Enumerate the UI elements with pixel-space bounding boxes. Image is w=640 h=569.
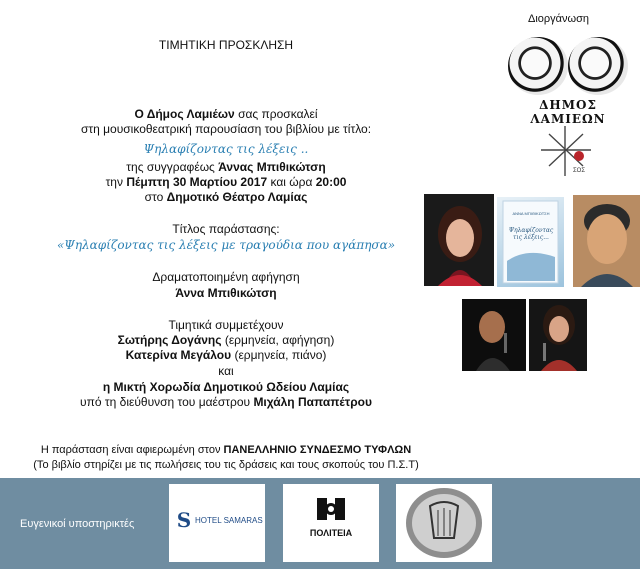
photo-book-cover (497, 197, 564, 287)
hotel-samaras-name: HOTEL SAMARAS (195, 516, 263, 525)
photo-singer-woman (529, 299, 587, 371)
date-prefix: την (105, 175, 127, 189)
event-venue: Δημοτικό Θέατρο Λαμίας (166, 190, 308, 204)
participants-label (0, 318, 452, 333)
book-cover-title: Ψηλαφίζοντας τις λέξεις... (508, 227, 554, 241)
dramatized-label-text: Δραματοποιημένη αφήγηση (152, 270, 300, 284)
dramatized-label (0, 270, 452, 285)
event-time: 20:00 (315, 175, 347, 189)
and-text (0, 364, 452, 379)
sponsor-conservatory (396, 484, 492, 562)
direction-prefix: υπό τη διεύθυνση του μαέστρου (80, 395, 254, 409)
show-title-text: «Ψηλαφίζοντας τις λέξεις με τραγούδια που αγάπησα» (56, 238, 396, 252)
invitation-title-text: ΤΙΜΗΤΙΚΗ ΠΡΟΣΚΛΗΣΗ (158, 38, 294, 52)
invite-line-1 (0, 107, 452, 122)
dedication-note (0, 458, 452, 473)
conservatory-lyre-seal-icon (404, 486, 484, 560)
sponsor-hotel-samaras (169, 484, 265, 562)
invite-line-3 (0, 160, 452, 175)
dramatized-name-text: Άννα Μπιθικώτση (175, 286, 277, 300)
invite-line-4 (0, 175, 452, 190)
time-prefix: και ώρα (267, 175, 316, 189)
svg-text:ΣΟΣ: ΣΟΣ (572, 168, 586, 174)
politeia-logo-icon (316, 496, 346, 522)
dedication (0, 443, 452, 458)
dedication-note-text: (Το βιβλίο στηρίζει με τις πωλήσεις του τις δράσεις και τους σκοπούς του Π.Σ.Τ) (33, 459, 419, 471)
book-title-text: Ψηλαφίζοντας τις λέξεις .. (143, 142, 309, 156)
conductor-name: Μιχάλη Παπαπέτρου (253, 395, 372, 409)
venue-prefix: στο (144, 190, 167, 204)
participant-2-role: (ερμηνεία, πιάνο) (231, 348, 327, 362)
compass-logo-icon (535, 122, 601, 180)
photo-author (424, 194, 494, 286)
participant-1-name: Σωτήρης Δογάνης (117, 333, 222, 347)
participant-2 (0, 348, 452, 363)
choir-name: η Μικτή Χορωδία Δημοτικού Ωδείου Λαμίας (102, 380, 350, 394)
sponsor-politeia (283, 484, 379, 562)
and-text-value: και (218, 364, 234, 378)
show-title (0, 238, 452, 253)
participants-label-text: Τιμητικά συμμετέχουν (168, 318, 284, 332)
politeia-name: ΠΟΛΙΤΕΙΑ (309, 528, 353, 538)
organizer-label: Διοργάνωση (528, 13, 590, 25)
invitation-title (0, 38, 452, 53)
hotel-samaras-logo-icon: S (176, 508, 192, 532)
municipality-inviter: Ο Δήμος Λαμιέων (134, 107, 235, 121)
invite-line-2 (0, 122, 452, 137)
event-date: Πέμπτη 30 Μαρτίου 2017 (126, 175, 268, 189)
author-name: Άννας Μπιθικώτση (218, 160, 326, 174)
sponsors-label: Ευγενικοί υποστηρικτές (20, 518, 135, 530)
invite-line-2-text: στη μουσικοθεατρική παρουσίαση του βιβλίου με τίτλο: (80, 122, 372, 136)
participant-1-role: (ερμηνεία, αφήγηση) (221, 333, 335, 347)
photo-singer-man (462, 299, 526, 371)
book-title (0, 142, 452, 157)
book-cover-author: ΑΝΝΑ ΜΠΙΘΙΚΩΤΣΗ (512, 211, 550, 216)
participant-2-name: Κατερίνα Μεγάλου (125, 348, 232, 362)
participant-1 (0, 333, 452, 348)
author-prefix: της συγγραφέως (126, 160, 219, 174)
invite-line-1-rest: σας προσκαλεί (234, 107, 318, 121)
municipality-coin-left (508, 37, 568, 95)
show-title-label (0, 222, 452, 237)
direction (0, 395, 452, 410)
photo-portrait-man (573, 195, 640, 287)
show-title-label-text: Τίτλος παράστασης: (172, 222, 280, 236)
dedication-prefix: Η παράσταση είναι αφιερωμένη στον (40, 444, 224, 456)
municipality-coin-right (568, 37, 628, 95)
municipality-name: ΔΗΜΟΣ ΛΑΜΙΕΩΝ (530, 98, 606, 126)
dedication-org: ΠΑΝΕΛΛΗΝΙΟ ΣΥΝΔΕΣΜΟ ΤΥΦΛΩΝ (223, 444, 412, 456)
invite-line-5 (0, 190, 452, 205)
dramatized-name (0, 286, 452, 301)
choir (0, 380, 452, 395)
